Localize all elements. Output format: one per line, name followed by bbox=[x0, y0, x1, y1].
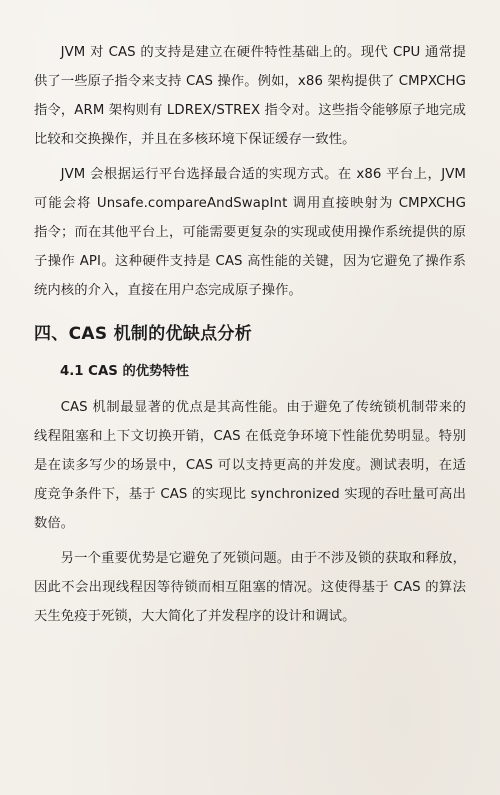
paragraph-performance-advantage: CAS 机制最显著的优点是其高性能。由于避免了传统锁机制带来的线程阻塞和上下文切换开销，CAS 在低竞争环境下性能优势明显。特别是在读多写少的场景中，CAS 可以支持更高的并发度。测试表明，在适度竞争条件下，基于 CAS 的实现比 synchronized 实现的吞吐量可高出数倍。 bbox=[34, 400, 466, 531]
section-heading: 四、CAS 机制的优缺点分析 bbox=[34, 324, 252, 344]
intro-paragraph-platform-implementation: JVM 会根据运行平台选择最合适的实现方式。在 x86 平台上，JVM 可能会将 Unsafe.compareAndSwapInt 调用直接映射为 CMPXCHG 指令；而在其他平台上，可能需要更复杂的实现或使用操作系统提供的原子操作 API。这种硬件支持是 CAS 高性能的关键，因为它避免了操作系统内核的介入，直接在用户态完成原子操作。 bbox=[34, 167, 466, 298]
intro-paragraph-hardware-support: JVM 对 CAS 的支持是建立在硬件特性基础上的。现代 CPU 通常提供了一些原子指令来支持 CAS 操作。例如，x86 架构提供了 CMPXCHG 指令，ARM 架构则有 LDREX/STREX 指令对。这些指令能够原子地完成比较和交换操作，并且在多核环境下保证缓存一致性。 bbox=[34, 45, 466, 147]
subsection-heading: 4.1 CAS 的优势特性 bbox=[60, 364, 189, 379]
paragraph-deadlock-advantage: 另一个重要优势是它避免了死锁问题。由于不涉及锁的获取和释放，因此不会出现线程因等待锁而相互阻塞的情况。这使得基于 CAS 的算法天生免疫于死锁，大大简化了并发程序的设计和调试。 bbox=[34, 551, 466, 624]
